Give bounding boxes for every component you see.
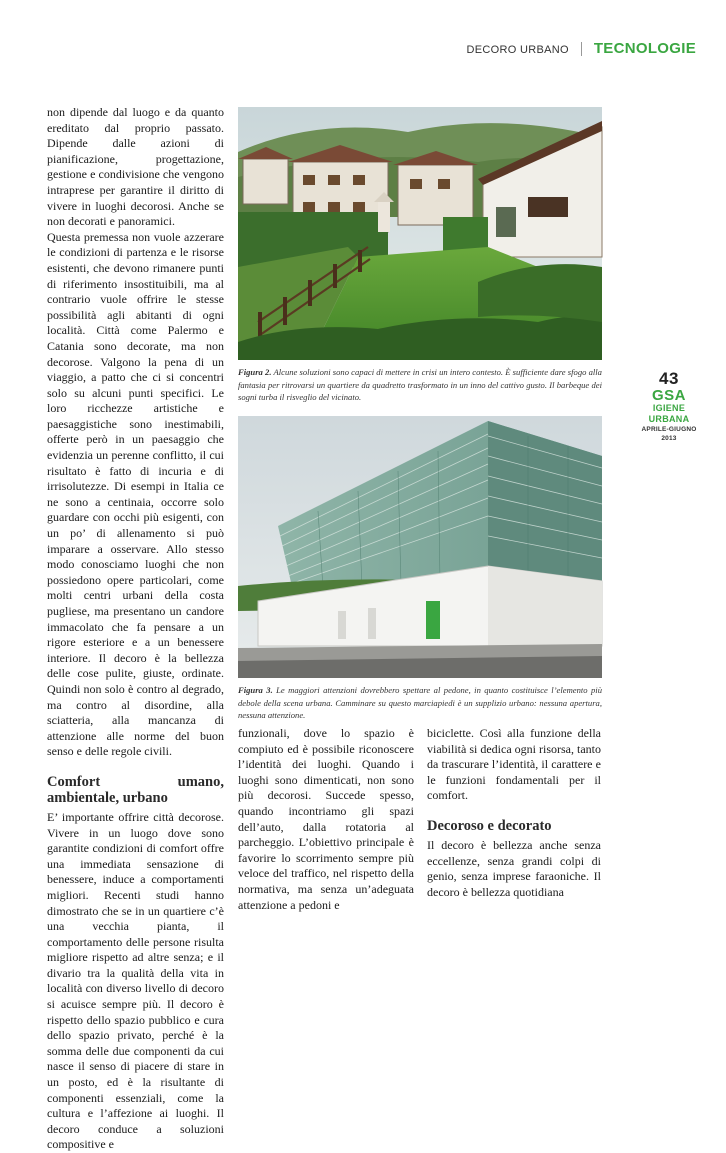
figure-building-photo [238,416,602,678]
magazine-title: IGIENE URBANA [648,403,690,424]
paragraph: E’ importante offrire città decorose. Vivere in un luogo dove sono garantite condizioni di comfort offre una immediata sensazione di benessere, induce a comportamenti migliori. Recenti studi hanno dimostrato che se in un quartiere c’è una vecchia pianta, il comportamento delle persone risulta migliore rispetto ad altre senza; e il divario tra la qualità della vita in località con diverso livello di decoro si acuisce sempre più. Il decoro è rispetto dello spazio pubblico e cura dello spazio privato, perché è la somma delle due componenti da cui nasce il senso di piacere di stare in un posto, ed è la risultante di componenti essenziali, come la cultura e l’affezione ai luoghi. Il decoro conduce a soluzioni compositive e [47,809,224,1152]
figure-label: Figura 2. [238,367,272,377]
text-column-1 [47,105,224,1153]
garden-illustration [238,107,602,360]
gsa-logo: GSA [651,387,686,404]
page-header [467,40,696,57]
page-number: 43 [659,369,679,388]
paragraph: funzionali, dove lo spazio è compiuto ed è possibile riconoscere l’identità dei luoghi. Quando i luoghi sono dimenticati, non sono più decorosi. Succede spesso, quando incontriamo gli spazi dell’auto, dalla rotatoria al parcheggio. L’obiettivo principale è favorire lo scorrimento sempre più veloce del traffico, nel rispetto della normativa, ma senza un’adeguata attenzione a pedoni e [238,726,414,912]
section-label: DECORO URBANO [466,44,569,56]
subheading: Comfort umano, ambientale, urbano [47,773,224,806]
subheading: Decoroso e decorato [427,817,552,834]
figure-label: Figura 3. [238,685,273,695]
figure-2-caption [238,366,602,404]
text-column-3 [427,726,601,900]
category-label: TECNOLOGIE [593,40,696,57]
text-column-2 [238,726,414,913]
paragraph: Il decoro è bellezza anche senza eccellenze, senza grandi colpi di genio, senza imprese faraoniche. Il decoro è bellezza quotidiana [427,837,601,899]
paragraph: biciclette. Così alla funzione della viabilità si dedica ogni risorsa, tanto da trascurare l’identità, il carattere e le funzioni fondamentali per il comfort. [427,726,601,803]
figure-3-caption [238,684,602,722]
issue-date: APRILE-GIUGNO 2013 [641,426,697,442]
figure-garden-photo [238,107,602,360]
paragraph: non dipende dal luogo e da quanto ereditato dal proprio passato. Dipende dalle azioni di pianificazione, progettazione, gestione e condivisione che vengono intraprese per garantire il diritto di vivere in luoghi decorosi. Anche se non decorati e panoramici. [47,105,224,229]
caption-text: Alcune soluzioni sono capaci di mettere in crisi un intero contesto. È sufficiente dare sfogo alla fantasia per ritrovarsi un quartiere da quadretto trasformato in un inno del cattivo gusto. Il barbeque dei sogni turba il risveglio del vicinato. [238,367,602,402]
caption-text: Le maggiori attenzioni dovrebbero spettare al pedone, in quanto costituisce l’elemento più debole della scena urbana. Camminare su questo marciapiedi è un supplizio urbano: nessuna apertura, nessuna attenzione. [238,685,602,720]
magazine-brand [634,370,704,443]
building-illustration [238,416,602,678]
header-divider [581,42,582,56]
paragraph: Questa premessa non vuole azzerare le condizioni di partenza e le risorse esistenti, che devono rimanere punti di riferimento insostituibili, ma al contrario vuole offrire le stesse possibilità agli abitanti di ogni località. Città come Palermo e Catania sono decorate, ma non decorose. Valgono la pena di un viaggio, a patto che ci si concentri solo su alcuni punti specifici. Le loro ricchezze artistiche e paesaggistiche sono inestimabili, offerte però in un paesaggio che evidenzia un perenne conflitto, il cui risultato è fatto di incuria e di irrisolutezze. Di esempi in Italia ce ne sono a centinaia, occorre solo guardare con occhi più esigenti, con un po’ di allenamento si può imparare a osservare. Allo stesso modo conosciamo luoghi che non possiedono opere particolari, come molti centri urbani della costa pugliese, ma presentano un candore immacolato che fa pensare a un rigore esteriore e a un benessere interiore. Il decoro è la bellezza delle cose pulite, giuste, ordinate. Quindi non solo è contro al degrado, ma contro al disordine, alla sciatteria, alla mancanza di attenzione alle norme del buon senso e delle regole civili. [47,229,224,759]
